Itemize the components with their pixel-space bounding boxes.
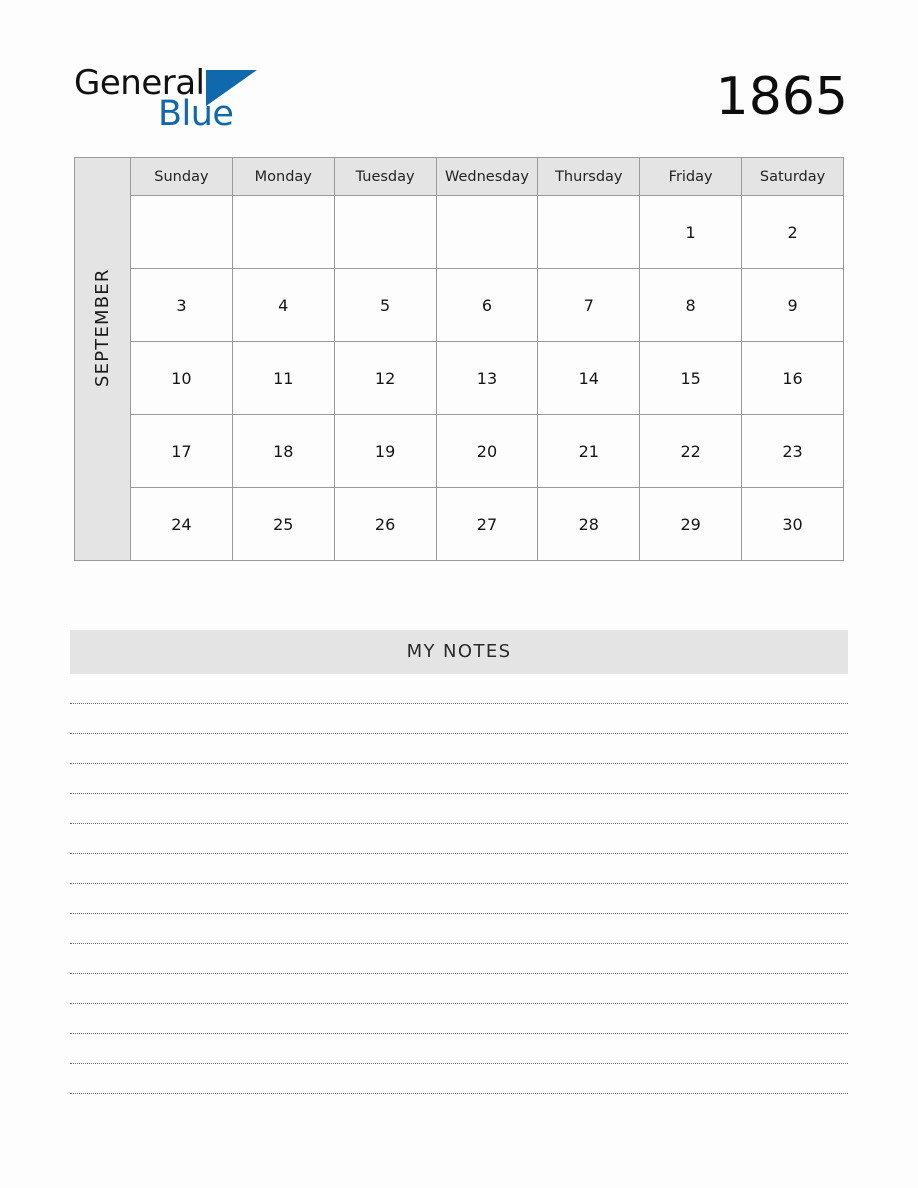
- calendar-table: [74, 157, 844, 561]
- day-cell[interactable]: 9: [742, 269, 844, 342]
- day-cell[interactable]: 23: [742, 415, 844, 488]
- brand-name-general: General: [74, 63, 205, 103]
- day-cell[interactable]: 30: [742, 488, 844, 561]
- day-cell[interactable]: 20: [436, 415, 538, 488]
- calendar-week-row: [75, 269, 844, 342]
- day-cell[interactable]: 11: [232, 342, 334, 415]
- day-cell[interactable]: 10: [131, 342, 233, 415]
- day-cell[interactable]: 24: [131, 488, 233, 561]
- note-line[interactable]: [70, 974, 848, 1004]
- note-line[interactable]: [70, 734, 848, 764]
- calendar-week-row: [75, 342, 844, 415]
- note-line[interactable]: [70, 914, 848, 944]
- day-cell[interactable]: 14: [538, 342, 640, 415]
- day-cell[interactable]: 5: [334, 269, 436, 342]
- day-cell[interactable]: 8: [640, 269, 742, 342]
- day-cell[interactable]: [232, 196, 334, 269]
- note-line[interactable]: [70, 764, 848, 794]
- day-cell[interactable]: 29: [640, 488, 742, 561]
- day-cell[interactable]: 28: [538, 488, 640, 561]
- note-line[interactable]: [70, 854, 848, 884]
- day-cell[interactable]: 15: [640, 342, 742, 415]
- brand-logo: [74, 62, 374, 140]
- day-cell[interactable]: 7: [538, 269, 640, 342]
- weekday-header-thursday: Thursday: [538, 158, 640, 196]
- day-cell[interactable]: 13: [436, 342, 538, 415]
- calendar-year: 1865: [715, 67, 848, 127]
- weekday-header-monday: Monday: [232, 158, 334, 196]
- day-cell[interactable]: 25: [232, 488, 334, 561]
- day-cell[interactable]: 26: [334, 488, 436, 561]
- day-cell[interactable]: 21: [538, 415, 640, 488]
- weekday-header-sunday: Sunday: [131, 158, 233, 196]
- day-cell[interactable]: 3: [131, 269, 233, 342]
- day-cell[interactable]: [131, 196, 233, 269]
- calendar-week-row: [75, 196, 844, 269]
- note-line[interactable]: [70, 704, 848, 734]
- day-cell[interactable]: 19: [334, 415, 436, 488]
- day-cell[interactable]: 18: [232, 415, 334, 488]
- day-cell[interactable]: 12: [334, 342, 436, 415]
- note-line[interactable]: [70, 884, 848, 914]
- weekday-header-saturday: Saturday: [742, 158, 844, 196]
- day-cell[interactable]: 17: [131, 415, 233, 488]
- notes-section: [70, 630, 848, 1094]
- calendar-header-row: [75, 158, 844, 196]
- weekday-header-tuesday: Tuesday: [334, 158, 436, 196]
- day-cell[interactable]: 22: [640, 415, 742, 488]
- notes-title: MY NOTES: [70, 630, 848, 674]
- day-cell[interactable]: 1: [640, 196, 742, 269]
- page-header: [74, 62, 848, 140]
- note-line[interactable]: [70, 674, 848, 704]
- day-cell[interactable]: [538, 196, 640, 269]
- day-cell[interactable]: 16: [742, 342, 844, 415]
- day-cell[interactable]: 27: [436, 488, 538, 561]
- note-line[interactable]: [70, 1034, 848, 1064]
- note-line[interactable]: [70, 794, 848, 824]
- note-line[interactable]: [70, 1064, 848, 1094]
- day-cell[interactable]: 4: [232, 269, 334, 342]
- notes-lines[interactable]: [70, 674, 848, 1094]
- day-cell[interactable]: [334, 196, 436, 269]
- day-cell[interactable]: 6: [436, 269, 538, 342]
- note-line[interactable]: [70, 944, 848, 974]
- day-cell[interactable]: 2: [742, 196, 844, 269]
- month-label-cell: [75, 158, 131, 561]
- month-label: SEPTEMBER: [92, 267, 113, 387]
- weekday-header-friday: Friday: [640, 158, 742, 196]
- brand-name-blue: Blue: [158, 94, 234, 134]
- note-line[interactable]: [70, 824, 848, 854]
- weekday-header-wednesday: Wednesday: [436, 158, 538, 196]
- calendar-week-row: [75, 415, 844, 488]
- note-line[interactable]: [70, 1004, 848, 1034]
- calendar-week-row: [75, 488, 844, 561]
- day-cell[interactable]: [436, 196, 538, 269]
